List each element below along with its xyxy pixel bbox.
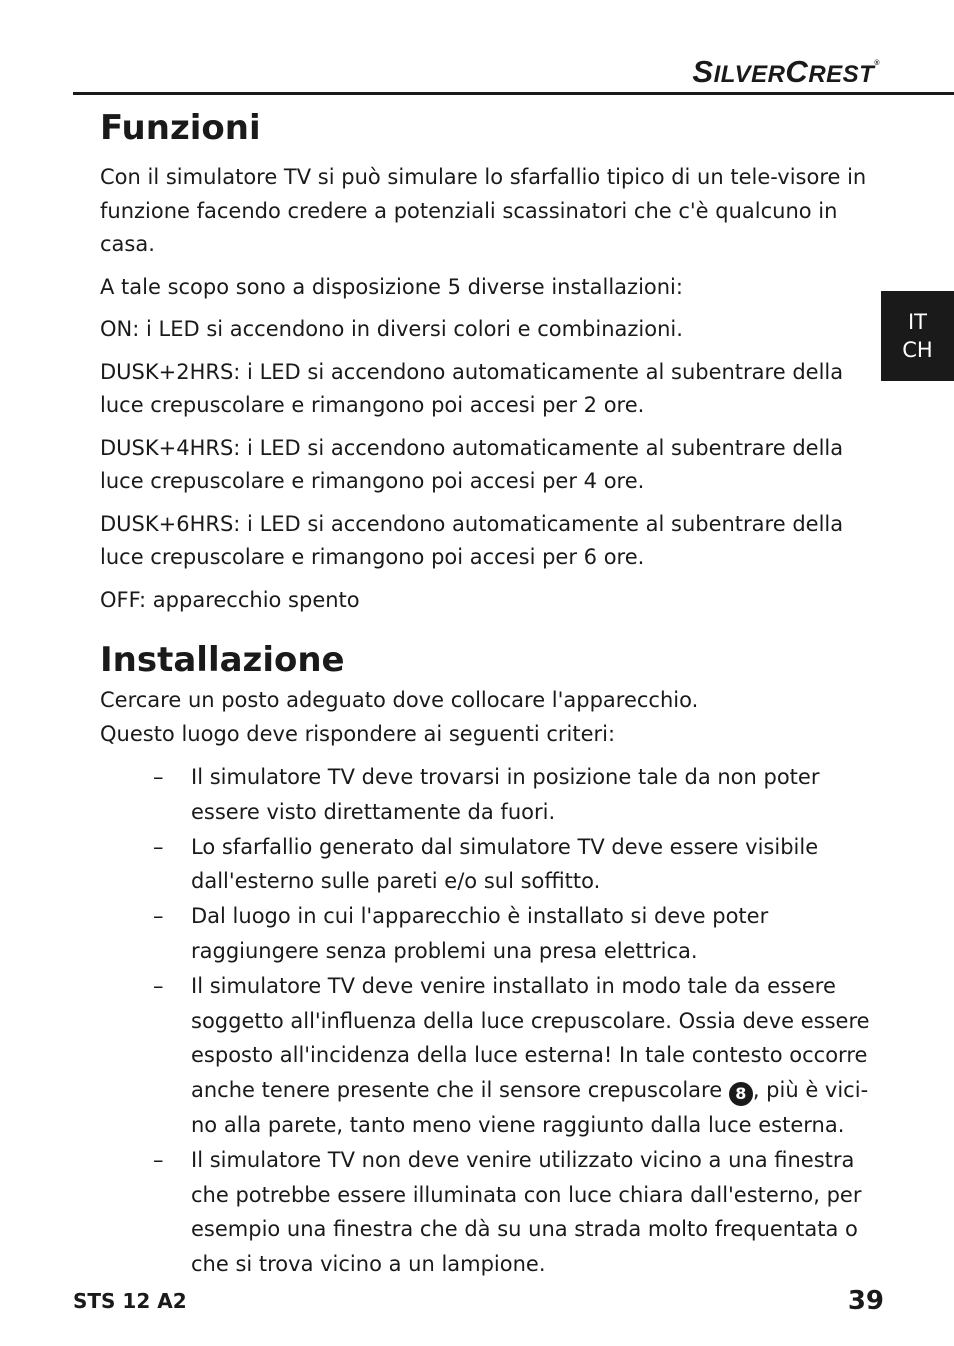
list-dash: – xyxy=(153,765,164,789)
paragraph-dusk-6hrs: DUSK+6HRS: i LED si accendono automaticamente al subentrare della luce crepuscolare e rimangono poi accesi per 6 ore. xyxy=(100,511,844,569)
paragraph-on: ON: i LED si accendono in diversi colori e combinazioni. xyxy=(100,317,683,341)
list-dash: – xyxy=(153,973,164,998)
paragraph-dusk-4hrs: DUSK+4HRS: i LED si accendono automaticamente al subentrare della luce crepuscolare e rimangono poi accesi per 4 ore. xyxy=(100,435,844,493)
list-item xyxy=(100,1143,875,1282)
language-code-it: IT xyxy=(907,310,928,334)
paragraph-dusk-2hrs: DUSK+2HRS: i LED si accendono automaticamente al subentrare della luce crepuscolare e rimangono poi accesi per 2 ore. xyxy=(100,359,844,417)
brand-initial-s: S xyxy=(692,54,714,89)
list-item-text-tail: , più è vici-no alla parete, tanto meno viene raggiunto dalla luce esterna. xyxy=(191,1078,869,1137)
paragraph-off: OFF: apparecchio spento xyxy=(100,587,360,612)
section-title-funzioni: Funzioni xyxy=(100,108,261,148)
footer-page-number: 39 xyxy=(847,1286,884,1316)
brand-logo xyxy=(692,54,880,90)
list-item-text: Il simulatore TV deve trovarsi in posizione tale da non poter essere visto direttamente da fuori. xyxy=(191,765,820,824)
list-dash: – xyxy=(153,1147,164,1172)
list-item xyxy=(100,830,875,900)
header-rule xyxy=(73,92,954,95)
page-content xyxy=(100,104,875,1282)
section-title-installazione: Installazione xyxy=(100,640,345,680)
reference-number-badge: 8 xyxy=(729,1082,753,1106)
brand-text-rest: REST xyxy=(808,61,875,88)
criteria-list xyxy=(100,760,875,1282)
list-item xyxy=(100,969,875,1143)
brand-initial-c: C xyxy=(785,54,809,89)
list-item-text: Lo sfarfallio generato dal simulatore TV deve essere visibile dall'esterno sulle pareti e/o sul soffitto. xyxy=(191,834,819,894)
language-code-ch: CH xyxy=(902,338,933,362)
list-item-text: Dal luogo in cui l'apparecchio è installato si deve poter raggiungere senza problemi una presa elettrica. xyxy=(191,904,769,963)
list-item-text: Il simulatore TV deve venire installato in modo tale da essere soggetto all'influenza della luce crepuscolare. Ossia deve essere esposto all'incidenza della luce esterna! In tale contesto occorre anche tenere presente che il sensore crepuscolare xyxy=(191,973,870,1103)
paragraph-location: Cercare un posto adeguato dove collocare l'apparecchio. xyxy=(100,688,699,712)
footer-model-number: STS 12 A2 xyxy=(73,1289,187,1313)
list-item xyxy=(100,760,875,830)
paragraph-criteria: Questo luogo deve rispondere ai seguenti criteri: xyxy=(100,721,616,746)
paragraph-intro: Con il simulatore TV si può simulare lo sfarfallio tipico di un tele-visore in funzione facendo credere a potenziali scassinatori che c'è qualcuno in casa. xyxy=(100,165,867,256)
registered-mark: ® xyxy=(874,60,880,67)
paragraph-settings: A tale scopo sono a disposizione 5 diverse installazioni: xyxy=(100,274,683,299)
list-item-text: Il simulatore TV non deve venire utilizzato vicino a una finestra che potrebbe essere illuminata con luce chiara dall'esterno, per esempio una finestra che dà su una strada molto frequentata o che si trova vicino a un lampione. xyxy=(191,1147,862,1277)
list-item xyxy=(100,899,875,969)
list-dash: – xyxy=(153,834,164,859)
language-tab xyxy=(881,291,954,381)
list-dash: – xyxy=(153,904,164,929)
brand-text-ilver: ILVER xyxy=(713,61,786,88)
